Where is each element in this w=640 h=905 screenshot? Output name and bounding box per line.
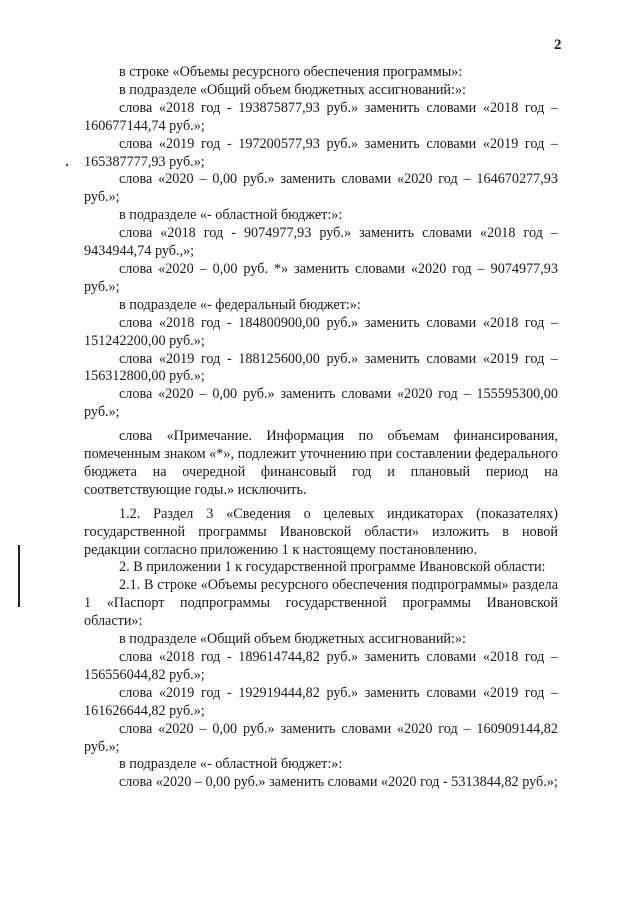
margin-line: [18, 545, 20, 607]
paragraph: слова «Примечание. Информация по объемам финансирования, помеченным знаком «*», подлежит уточнению при составлении федерального бюджета на очередной финансовый год и плановый период на соответствующие годы.» исключить.: [84, 428, 558, 498]
paragraph: слова «2020 – 0,00 руб.» заменить словами «2020 год - 5313844,82 руб.»;: [119, 774, 558, 791]
margin-dot: [66, 164, 68, 166]
paragraph: слова «2019 год - 188125600,00 руб.» заменить словами «2019 год – 156312800,00 руб.»;: [84, 350, 558, 385]
paragraph: слова «2020 – 0,00 руб.» заменить словами «2020 год – 155595300,00 руб.»;: [84, 386, 558, 421]
paragraph: в подразделе «- областной бюджет:»:: [119, 207, 343, 224]
paragraph: в строке «Объемы ресурсного обеспечения программы»:: [119, 64, 463, 80]
paragraph: слова «2018 год - 189614744,82 руб.» заменить словами «2018 год – 156556044,82 руб.»;: [84, 649, 558, 683]
page-number: 2: [554, 37, 562, 53]
paragraph: слова «2019 год - 197200577,93 руб.» заменить словами «2019 год – 165387777,93 руб.»;: [84, 135, 558, 170]
paragraph: слова «2018 год - 193875877,93 руб.» заменить словами «2018 год – 160677144,74 руб.»;: [84, 99, 558, 134]
document-body: [84, 64, 558, 792]
paragraph: слова «2020 – 0,00 руб.» заменить словами «2020 год – 164670277,93 руб.»;: [84, 171, 558, 206]
paragraph: в подразделе «Общий объем бюджетных ассигнований:»:: [119, 631, 466, 648]
paragraph: в подразделе «- областной бюджет:»:: [119, 756, 343, 773]
paragraph: слова «2020 – 0,00 руб.» заменить словами «2020 год – 160909144,82 руб.»;: [84, 720, 558, 755]
paragraph: слова «2020 – 0,00 руб. *» заменить словами «2020 год – 9074977,93 руб.»;: [84, 260, 558, 295]
paragraph: слова «2019 год - 192919444,82 руб.» заменить словами «2019 год – 161626644,82 руб.»;: [84, 684, 558, 719]
paragraph: 2.1. В строке «Объемы ресурсного обеспечения подпрограммы» раздела 1 «Паспорт подпрограммы государственной программы Ивановской области»:: [84, 577, 558, 630]
paragraph: слова «2018 год - 9074977,93 руб.» заменить словами «2018 год – 9434944,74 руб.,»;: [84, 225, 558, 260]
paragraph: слова «2018 год - 184800900,00 руб.» заменить словами «2018 год – 151242200,00 руб.»;: [84, 314, 558, 349]
paragraph: в подразделе «- федеральный бюджет:»:: [119, 296, 361, 313]
paragraph: в подразделе «Общий объем бюджетных ассигнований:»:: [119, 81, 466, 98]
paragraph: 1.2. Раздел 3 «Сведения о целевых индикаторах (показателях) государственной программы Ивановской области» изложить в новой редакции согласно приложению 1 к настоящему постановлению.: [84, 505, 558, 558]
paragraph: 2. В приложении 1 к государственной программе Ивановской области:: [119, 559, 546, 576]
